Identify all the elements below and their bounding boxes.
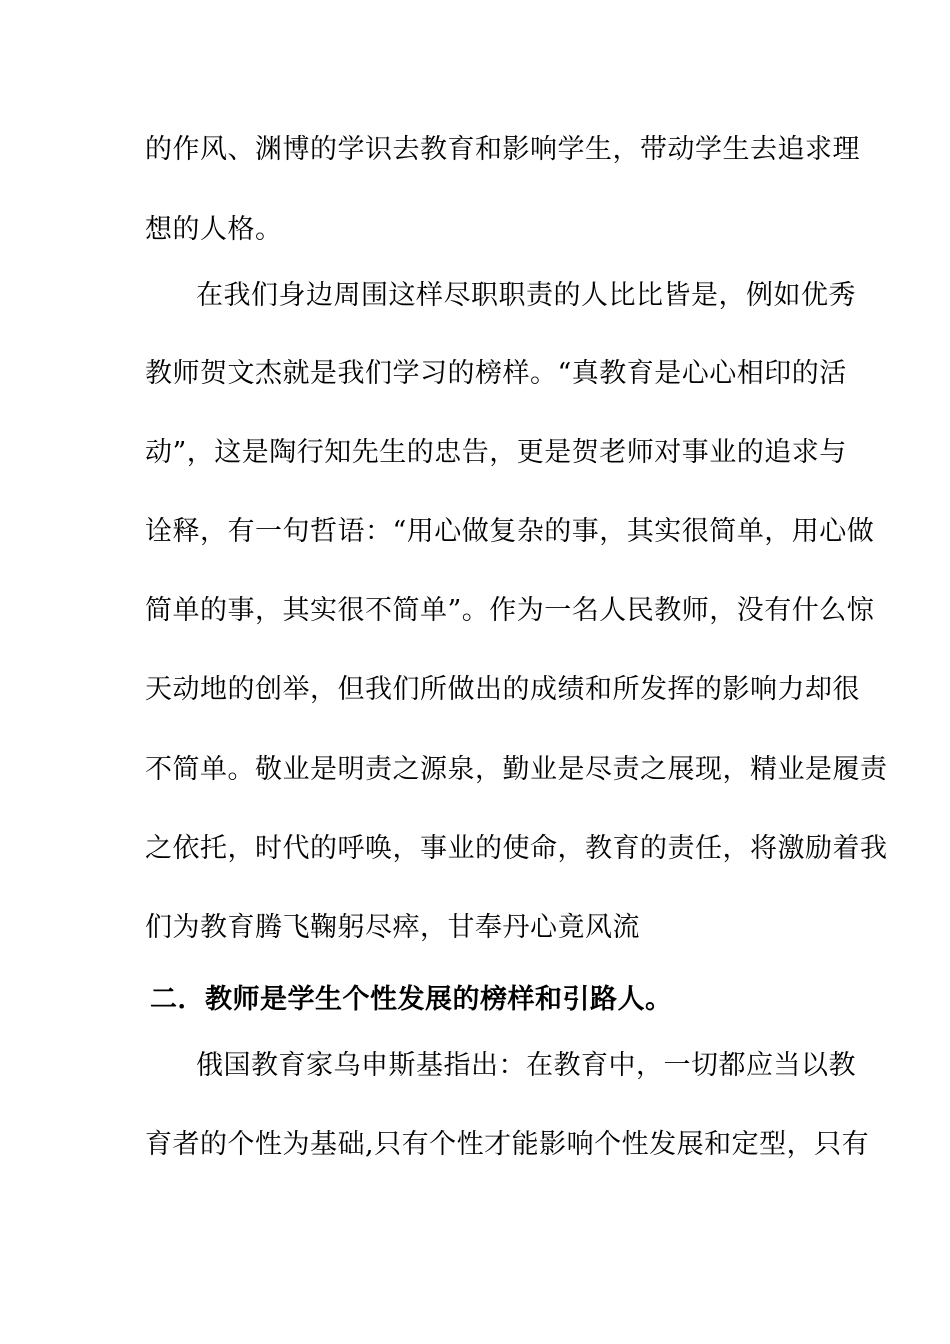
paragraph-1-line-1: 的作风、渊博的学识去教育和影响学生，带动学生去追求理 bbox=[145, 134, 860, 165]
paragraph-2-line-8: 之依托，时代的呼唤，事业的使命，教育的责任，将激励着我 bbox=[145, 833, 888, 864]
section-heading: 二．教师是学生个性发展的榜样和引路人。 bbox=[150, 984, 673, 1015]
paragraph-3-line-2: 育者的个性为基础,只有个性才能影响个性发展和定型，只有 bbox=[145, 1129, 870, 1160]
paragraph-2-line-4: 诠释，有一句哲语：“用心做复杂的事，其实很简单，用心做 bbox=[145, 516, 875, 547]
paragraph-2-line-1: 在我们身边周围这样尽职职责的人比比皆是，例如优秀 bbox=[196, 280, 856, 311]
paragraph-2-line-9: 们为教育腾飞鞠躬尽瘁，甘奉丹心竟风流 bbox=[145, 912, 640, 943]
paragraph-2-line-6: 天动地的创举，但我们所做出的成绩和所发挥的影响力却很 bbox=[145, 674, 860, 705]
paragraph-1-line-2: 想的人格。 bbox=[145, 214, 283, 245]
paragraph-2-line-5: 简单的事，其实很不简单”。作为一名人民教师，没有什么惊 bbox=[145, 595, 875, 626]
paragraph-2-line-3: 动”，这是陶行知先生的忠告，更是贺老师对事业的追求与 bbox=[145, 437, 847, 468]
paragraph-2-line-7: 不简单。敬业是明责之源泉，勤业是尽责之展现，精业是履责 bbox=[145, 754, 888, 785]
paragraph-2-line-2: 教师贺文杰就是我们学习的榜样。“真教育是心心相印的活 bbox=[145, 358, 847, 389]
paragraph-3-line-1: 俄国教育家乌申斯基指出：在教育中，一切都应当以教 bbox=[196, 1050, 856, 1081]
